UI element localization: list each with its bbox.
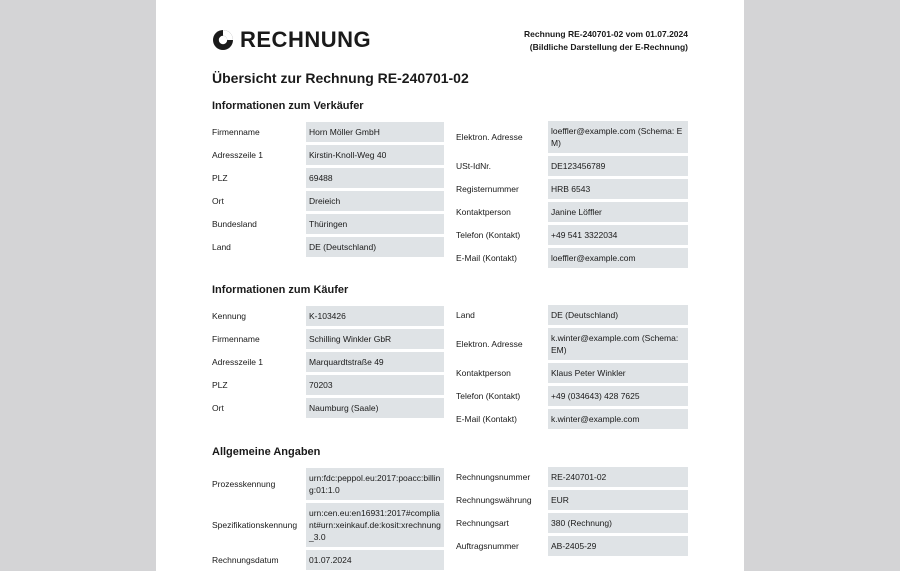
field-value: k.winter@example.com (Schema: EM): [548, 328, 688, 360]
field-value: Janine Löffler: [548, 202, 688, 222]
field-value: RE-240701-02: [548, 467, 688, 487]
field-label: Kennung: [212, 311, 247, 321]
field-row: [456, 305, 688, 325]
field-row: [212, 214, 444, 234]
field-label: Elektron. Adresse: [456, 339, 523, 349]
invoice-page: [156, 0, 744, 571]
field-row: [456, 536, 688, 556]
field-row: [456, 490, 688, 510]
field-value: Dreieich: [306, 191, 444, 211]
field-label: PLZ: [212, 173, 228, 183]
field-label: Auftragsnummer: [456, 541, 519, 551]
general-section-title: Allgemeine Angaben: [212, 446, 321, 458]
field-row: [456, 328, 688, 360]
field-value: HRB 6543: [548, 179, 688, 199]
brand-title: RECHNUNG: [240, 27, 372, 52]
field-label: Kontaktperson: [456, 207, 511, 217]
field-row: [212, 550, 444, 570]
field-row: [456, 386, 688, 406]
field-value: urn:fdc:peppol.eu:2017:poacc:billing:01:1.0: [306, 468, 444, 500]
field-row: [456, 156, 688, 176]
seller-right-column: [456, 121, 688, 271]
field-value: Naumburg (Saale): [306, 398, 444, 418]
field-row: [212, 398, 444, 418]
field-value: loeffler@example.com (Schema: EM): [548, 121, 688, 153]
general-right-column: [456, 467, 688, 559]
field-label: Rechnungswährung: [456, 495, 532, 505]
field-label: Registernummer: [456, 184, 519, 194]
field-value: Kirstin-Knoll-Weg 40: [306, 145, 444, 165]
field-value: 69488: [306, 168, 444, 188]
field-value: K-103426: [306, 306, 444, 326]
field-row: [212, 191, 444, 211]
field-row: [212, 122, 444, 142]
field-value: +49 (034643) 428 7625: [548, 386, 688, 406]
buyer-section-title: Informationen zum Käufer: [212, 284, 349, 296]
field-label: Firmenname: [212, 334, 260, 344]
field-value: EUR: [548, 490, 688, 510]
field-value: k.winter@example.com: [548, 409, 688, 429]
field-row: [456, 179, 688, 199]
field-value: 380 (Rechnung): [548, 513, 688, 533]
field-label: Telefon (Kontakt): [456, 230, 521, 240]
field-value: 70203: [306, 375, 444, 395]
field-label: Land: [456, 310, 475, 320]
seller-section-title: Informationen zum Verkäufer: [212, 100, 364, 112]
field-row: [456, 513, 688, 533]
field-label: Bundesland: [212, 219, 257, 229]
general-left-column: [212, 468, 444, 571]
field-label: Prozesskennung: [212, 479, 276, 489]
field-label: Rechnungsdatum: [212, 555, 279, 565]
field-value: DE123456789: [548, 156, 688, 176]
field-row: [212, 237, 444, 257]
field-row: [456, 248, 688, 268]
field-label: Adresszeile 1: [212, 150, 264, 160]
seller-left-column: [212, 122, 444, 260]
field-label: Rechnungsnummer: [456, 472, 531, 482]
buyer-left-column: [212, 306, 444, 421]
field-row: [212, 352, 444, 372]
logo-icon: [212, 29, 234, 51]
field-label: Adresszeile 1: [212, 357, 264, 367]
field-row: [212, 503, 444, 547]
field-label: USt-IdNr.: [456, 161, 491, 171]
field-label: Spezifikationskennung: [212, 520, 298, 530]
field-row: [456, 225, 688, 245]
reference-line-1: Rechnung RE-240701-02 vom 01.07.2024: [524, 29, 688, 39]
field-row: [212, 306, 444, 326]
field-row: [212, 145, 444, 165]
field-value: Schilling Winkler GbR: [306, 329, 444, 349]
buyer-right-column: [456, 305, 688, 432]
field-row: [212, 468, 444, 500]
field-value: Thüringen: [306, 214, 444, 234]
field-row: [456, 363, 688, 383]
brand: [212, 28, 371, 52]
field-row: [456, 121, 688, 153]
invoice-reference: [524, 28, 688, 54]
field-value: DE (Deutschland): [306, 237, 444, 257]
field-label: Rechnungsart: [456, 518, 509, 528]
field-row: [456, 202, 688, 222]
field-label: Ort: [212, 403, 224, 413]
field-label: PLZ: [212, 380, 228, 390]
reference-line-2: (Bildliche Darstellung der E-Rechnung): [529, 42, 688, 52]
invoice-header: [212, 28, 688, 68]
field-value: Horn Möller GmbH: [306, 122, 444, 142]
field-label: Elektron. Adresse: [456, 132, 523, 142]
field-row: [456, 409, 688, 429]
field-value: AB-2405-29: [548, 536, 688, 556]
field-value: +49 541 3322034: [548, 225, 688, 245]
field-value: DE (Deutschland): [548, 305, 688, 325]
field-row: [212, 168, 444, 188]
field-value: Marquardtstraße 49: [306, 352, 444, 372]
field-label: Ort: [212, 196, 224, 206]
field-value: loeffler@example.com: [548, 248, 688, 268]
field-row: [456, 467, 688, 487]
field-value: urn:cen.eu:en16931:2017#compliant#urn:xeinkauf.de:kosit:xrechnung_3.0: [306, 503, 444, 547]
field-label: Firmenname: [212, 127, 260, 137]
field-value: 01.07.2024: [306, 550, 444, 570]
field-value: Klaus Peter Winkler: [548, 363, 688, 383]
page-title: Übersicht zur Rechnung RE-240701-02: [212, 70, 469, 86]
field-row: [212, 329, 444, 349]
field-label: Telefon (Kontakt): [456, 391, 521, 401]
field-label: Kontaktperson: [456, 368, 511, 378]
field-label: E-Mail (Kontakt): [456, 414, 517, 424]
field-row: [212, 375, 444, 395]
field-label: E-Mail (Kontakt): [456, 253, 517, 263]
field-label: Land: [212, 242, 231, 252]
